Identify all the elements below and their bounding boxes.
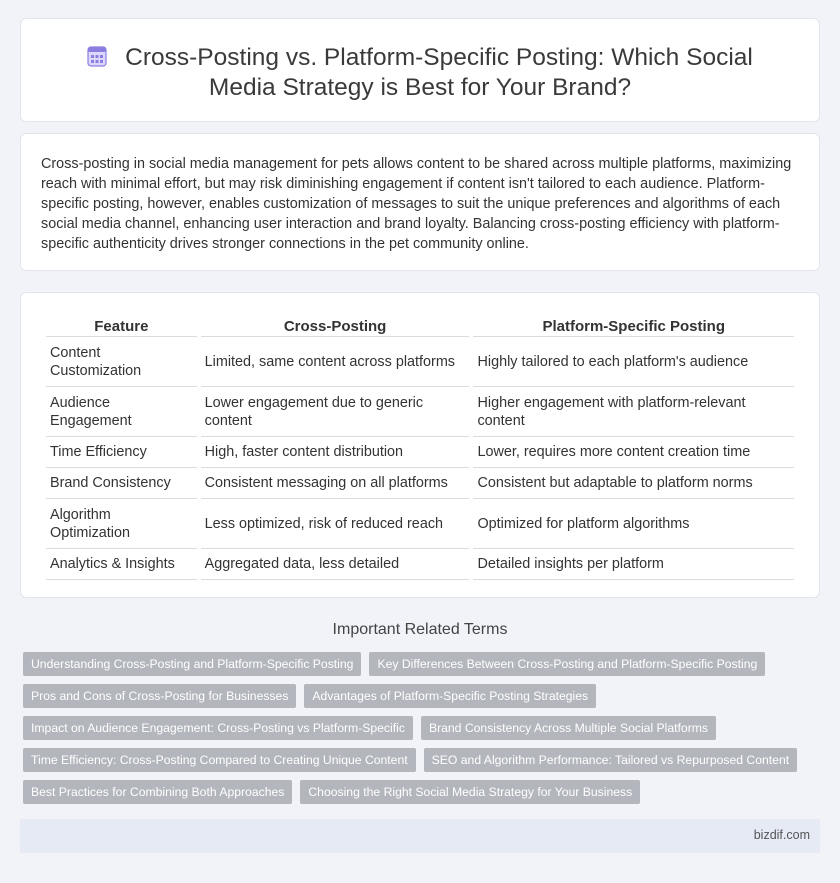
table-header-row: [46, 315, 794, 337]
related-term-link[interactable]: Pros and Cons of Cross-Posting for Businesses: [23, 684, 296, 708]
comparison-table: [42, 315, 798, 580]
header-cross-posting: Cross-Posting: [201, 315, 470, 337]
intro-paragraph: Cross-posting in social media management for pets allows content to be shared across multiple platforms, maximizing reach with minimal effort, but may risk diminishing engagement if content isn't tailored to each audience. Platform-specific posting, however, enables customization of messages to suit the unique preferences and algorithms of each social media channel, enhancing user interaction and brand loyalty. Balancing cross-posting efficiency with platform-specific authenticity drives stronger connections in the pet community online.: [41, 156, 792, 252]
related-term-link[interactable]: Time Efficiency: Cross-Posting Compared to Creating Unique Content: [23, 748, 416, 772]
related-term-link[interactable]: Impact on Audience Engagement: Cross-Posting vs Platform-Specific: [23, 716, 413, 740]
header-feature: Feature: [46, 315, 197, 337]
table-cell: Consistent but adaptable to platform norms: [473, 468, 794, 499]
table-row: [46, 499, 794, 549]
table-cell: Brand Consistency: [46, 468, 197, 499]
table-cell: Lower engagement due to generic content: [201, 387, 470, 437]
table-cell: Content Customization: [46, 337, 197, 387]
table-cell: Lower, requires more content creation time: [473, 437, 794, 468]
table-cell: Algorithm Optimization: [46, 499, 197, 549]
footer-site-link[interactable]: bizdif.com: [753, 828, 810, 842]
related-term-link[interactable]: Best Practices for Combining Both Approaches: [23, 780, 292, 804]
table-cell: Analytics & Insights: [46, 549, 197, 580]
table-row: [46, 549, 794, 580]
related-term-link[interactable]: SEO and Algorithm Performance: Tailored vs Repurposed Content: [424, 748, 797, 772]
comparison-card: [20, 292, 820, 598]
table-row: [46, 337, 794, 387]
table-cell: Highly tailored to each platform's audience: [473, 337, 794, 387]
table-cell: Higher engagement with platform-relevant content: [473, 387, 794, 437]
table-cell: Limited, same content across platforms: [201, 337, 470, 387]
intro-card: [20, 133, 820, 271]
table-cell: High, faster content distribution: [201, 437, 470, 468]
tag-row: [23, 716, 823, 740]
table-cell: Consistent messaging on all platforms: [201, 468, 470, 499]
table-cell: Detailed insights per platform: [473, 549, 794, 580]
related-terms-heading: Important Related Terms: [332, 621, 508, 638]
tag-row: [23, 652, 823, 676]
tag-row: [23, 748, 823, 772]
related-term-link[interactable]: Advantages of Platform-Specific Posting Strategies: [304, 684, 596, 708]
related-term-link[interactable]: Brand Consistency Across Multiple Social Platforms: [421, 716, 716, 740]
table-row: [46, 468, 794, 499]
related-term-link[interactable]: Choosing the Right Social Media Strategy for Your Business: [300, 780, 640, 804]
table-cell: Audience Engagement: [46, 387, 197, 437]
table-cell: Less optimized, risk of reduced reach: [201, 499, 470, 549]
tag-row: [23, 780, 823, 804]
header-platform-specific: Platform-Specific Posting: [473, 315, 794, 337]
table-cell: Time Efficiency: [46, 437, 197, 468]
title-card: [20, 18, 820, 122]
footer-bar: [20, 819, 820, 853]
table-row: [46, 437, 794, 468]
table-cell: Aggregated data, less detailed: [201, 549, 470, 580]
page-title-block: [51, 43, 789, 103]
related-term-link[interactable]: Understanding Cross-Posting and Platform-Specific Posting: [23, 652, 361, 676]
related-terms-list: [23, 652, 823, 812]
calendar-grid-icon: [87, 45, 107, 67]
table-row: [46, 387, 794, 437]
table-cell: Optimized for platform algorithms: [473, 499, 794, 549]
related-term-link[interactable]: Key Differences Between Cross-Posting and Platform-Specific Posting: [369, 652, 765, 676]
tag-row: [23, 684, 823, 708]
page-title: Cross-Posting vs. Platform-Specific Posting: Which Social Media Strategy is Best for Your Brand?: [125, 44, 753, 101]
